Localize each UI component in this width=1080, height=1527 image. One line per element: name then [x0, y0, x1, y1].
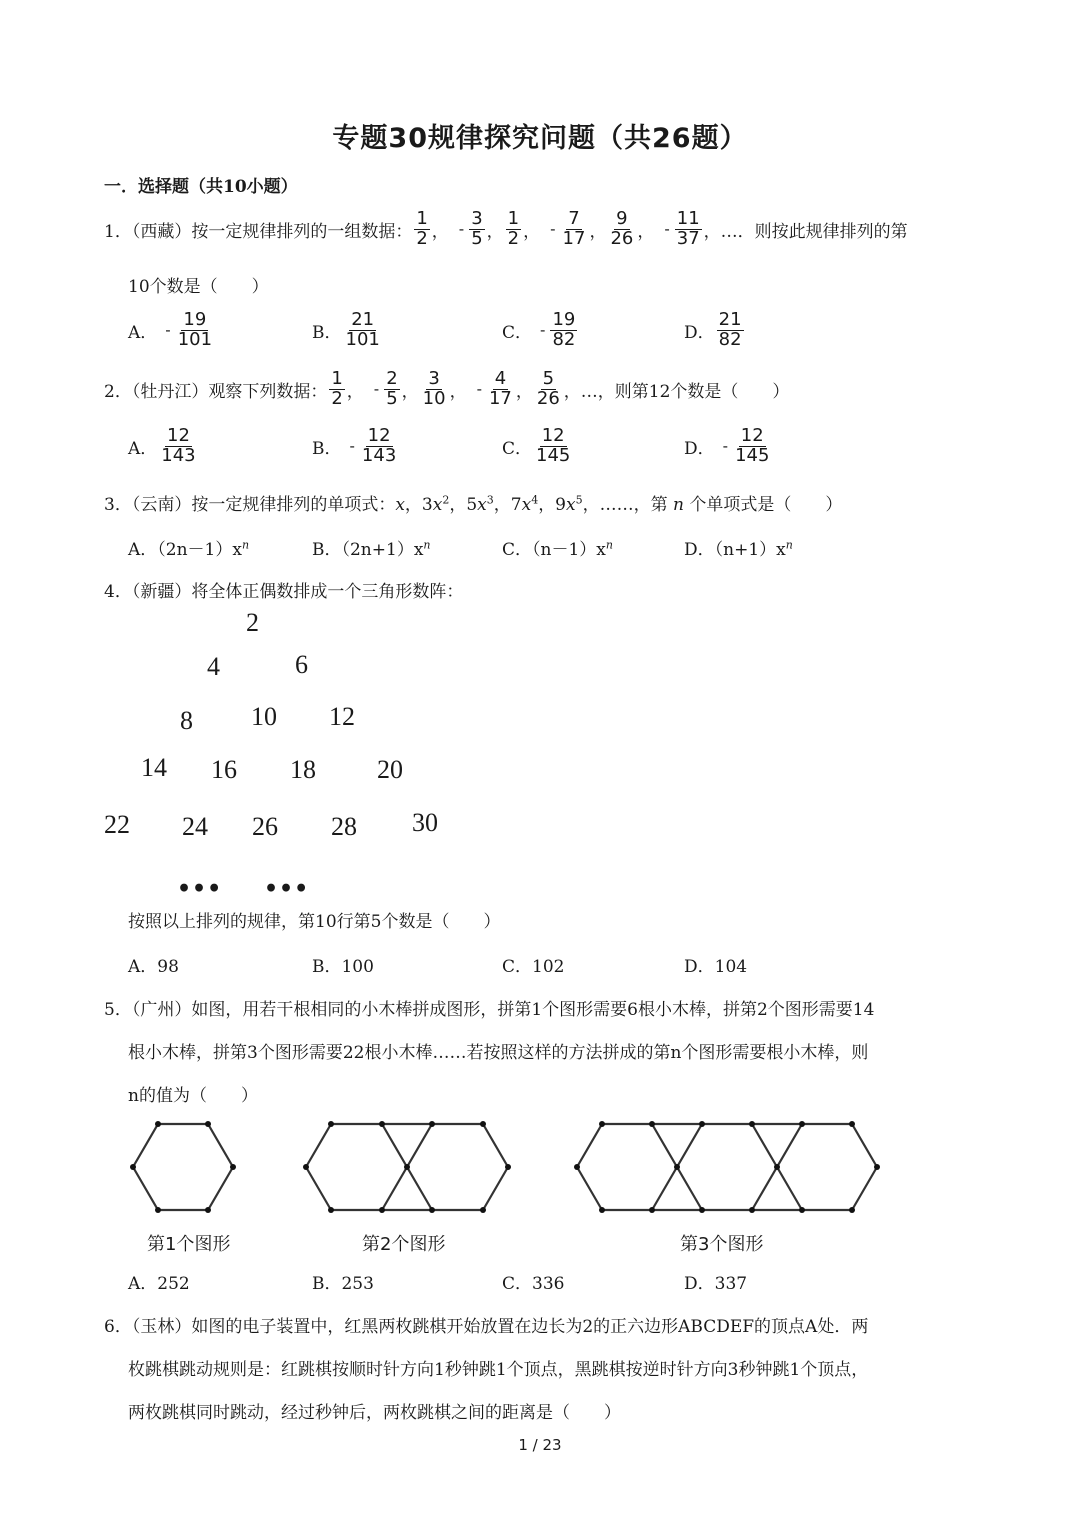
- option-b: [312, 427, 400, 466]
- numerator: 19: [183, 309, 207, 330]
- option-label: C．: [502, 438, 533, 459]
- question-3-option-a: A．$(2n-1)x^n$: [128, 538, 250, 560]
- minus-sign: -: [476, 380, 482, 399]
- fraction: [469, 210, 484, 249]
- option-value: [342, 425, 401, 466]
- denominator: 17: [562, 227, 586, 249]
- minus-sign: -: [458, 220, 465, 239]
- option-label: D．: [684, 438, 715, 459]
- denominator: 101: [177, 328, 213, 350]
- numerator: 3: [428, 368, 440, 389]
- option-label: B．: [312, 322, 342, 343]
- question-3-line-1: [104, 490, 842, 515]
- triangle-number: 16: [211, 755, 237, 784]
- numerator: 9: [616, 208, 628, 229]
- question-3-prefix: 3．（云南）按一定规律排列的单项式：: [104, 495, 396, 515]
- numerator: 12: [740, 425, 764, 446]
- ellipsis-dots: •••: [264, 876, 310, 902]
- triangle-number: 14: [141, 753, 167, 782]
- numerator: 12: [167, 425, 190, 446]
- comma: ，: [515, 381, 533, 402]
- option-b: [312, 311, 384, 350]
- triangle-number: 22: [104, 810, 130, 839]
- sequence-term: [412, 208, 431, 249]
- sequence-term: [533, 368, 564, 409]
- sequence-term: [364, 368, 402, 409]
- question-1-line-2: 10个数是（ ）: [128, 277, 269, 297]
- numerator: 1: [507, 208, 520, 229]
- sequence-term: [504, 208, 523, 249]
- option-value: [157, 309, 216, 350]
- fraction: [329, 370, 344, 409]
- question-2-suffix: ，…，则第12个数是（ ）: [563, 381, 790, 402]
- fraction: [550, 311, 577, 350]
- option-a: [128, 427, 200, 466]
- question-2-terms: [327, 368, 563, 409]
- fraction: [534, 427, 572, 466]
- question-5-option-b: B．253: [312, 1274, 374, 1294]
- minus-sign: -: [664, 220, 670, 239]
- question-1-prefix: 1．（西藏）按一定规律排列的一组数据：: [104, 221, 413, 242]
- denominator: 2: [507, 227, 520, 249]
- question-4-line-1: 4．（新疆）将全体正偶数排成一个三角形数阵：: [104, 582, 464, 602]
- option-a: [128, 311, 216, 350]
- denominator: 82: [718, 328, 742, 350]
- denominator: 2: [331, 387, 343, 409]
- denominator: 143: [161, 444, 196, 466]
- question-1-terms: [412, 208, 703, 249]
- minus-sign: -: [165, 321, 171, 340]
- sequence-term: [327, 368, 346, 409]
- triangle-number: 4: [207, 652, 220, 681]
- fraction: [535, 370, 562, 409]
- numerator: 12: [367, 425, 391, 446]
- denominator: 37: [676, 227, 700, 249]
- triangle-number: 24: [182, 812, 208, 841]
- sequence-term: [467, 368, 516, 409]
- numerator: 5: [542, 368, 555, 389]
- minus-sign: -: [373, 380, 380, 399]
- question-5-line-3: n的值为（ ）: [128, 1086, 258, 1106]
- denominator: 26: [610, 227, 634, 249]
- denominator: 82: [552, 328, 576, 350]
- stick-joints: [130, 1121, 880, 1213]
- triangle-number: 28: [331, 812, 357, 841]
- option-value: [157, 425, 199, 466]
- fraction: [487, 370, 514, 409]
- comma: ，: [431, 221, 449, 242]
- numerator: 7: [568, 208, 580, 229]
- option-d: [684, 427, 773, 466]
- question-3-sequence: x，$3x^2$，$5x^3$，$7x^4$，$9x^5$: [395, 493, 583, 515]
- fraction: [675, 210, 702, 249]
- option-label: C．: [502, 322, 533, 343]
- numerator: 1: [331, 368, 343, 389]
- option-value: [715, 309, 746, 350]
- fraction: [608, 210, 635, 249]
- question-3-n: n: [673, 495, 684, 515]
- denominator: 145: [735, 444, 770, 466]
- option-value: [532, 425, 574, 466]
- question-4-option-c: C．102: [502, 957, 565, 977]
- sequence-term: [654, 208, 703, 249]
- comma: ，: [346, 381, 364, 402]
- minus-sign: -: [550, 220, 556, 239]
- page-number: 1 / 23: [518, 1436, 562, 1454]
- triangle-number: 30: [412, 808, 438, 837]
- question-5-option-c: C．336: [502, 1274, 565, 1294]
- question-4-option-a: A．98: [128, 957, 179, 977]
- denominator: 101: [345, 328, 380, 350]
- section-heading: 一．选择题（共10小题）: [104, 177, 298, 197]
- figure-2-caption: 第2个图形: [362, 1234, 446, 1255]
- numerator: 21: [718, 309, 742, 330]
- figure-3-caption: 第3个图形: [680, 1234, 764, 1255]
- triangle-number: 8: [180, 706, 193, 735]
- fraction: [384, 370, 399, 409]
- option-value: [715, 425, 774, 466]
- comma: ，: [401, 381, 419, 402]
- option-label: A．: [128, 438, 158, 459]
- comma: ，: [589, 221, 607, 242]
- comma: ，: [486, 221, 504, 242]
- question-5-option-a: A．252: [128, 1274, 190, 1294]
- question-6-line-2: 枚跳棋跳动规则是：红跳棋按顺时针方向1秒钟跳1个顶点，黑跳棋按逆时针方向3秒钟跳1个顶点，: [128, 1360, 869, 1380]
- question-2-line-1: [104, 370, 789, 409]
- question-3-option-b: B．$(2n+1)x^n$: [312, 538, 431, 560]
- question-5-option-d: D．337: [684, 1274, 748, 1294]
- option-c: [502, 427, 574, 466]
- triangle-number: 10: [251, 702, 277, 731]
- fraction: [344, 311, 382, 350]
- ellipsis-dots: •••: [177, 876, 223, 902]
- fraction: [159, 427, 197, 466]
- question-4-prompt: 按照以上排列的规律，第10行第5个数是（ ）: [128, 912, 501, 932]
- fraction: [733, 427, 771, 466]
- minus-sign: -: [540, 321, 546, 340]
- question-3-seq-tail: ，……，第: [582, 495, 668, 515]
- question-5-line-2: 根小木棒，拼第3个图形需要22根小木棒……若按照这样的方法拼成的第n个图形需要根小木棒，则: [128, 1043, 869, 1063]
- numerator: 3: [471, 208, 483, 229]
- fraction: [506, 210, 521, 249]
- fraction: [421, 370, 448, 409]
- triangle-number: 6: [295, 650, 308, 679]
- question-3-suffix: 个单项式是（ ）: [689, 495, 843, 515]
- numerator: 19: [552, 309, 576, 330]
- fraction: [176, 311, 214, 350]
- option-label: B．: [312, 438, 342, 459]
- fraction: [360, 427, 398, 466]
- option-value: [342, 309, 384, 350]
- denominator: 10: [422, 387, 446, 409]
- sequence-term: [419, 368, 450, 409]
- comma: ，: [637, 221, 655, 242]
- option-label: D．: [684, 322, 715, 343]
- figure-1-caption: 第1个图形: [147, 1234, 231, 1255]
- fraction: [561, 210, 588, 249]
- question-5-line-1: 5．（广州）如图，用若干根相同的小木棒拼成图形，拼第1个图形需要6根小木棒，拼第2个图形需要14: [104, 1000, 875, 1020]
- triangle-number: 20: [377, 755, 403, 784]
- figure-1-sticks: [133, 1124, 233, 1210]
- numerator: 21: [351, 309, 375, 330]
- question-4-option-d: D．104: [684, 957, 748, 977]
- figure-3-sticks: [577, 1124, 877, 1210]
- page-title: 专题30规律探究问题（共26题）: [332, 123, 748, 154]
- triangle-number: 26: [252, 812, 278, 841]
- question-3-option-c: C．$(n-1)x^n$: [502, 538, 613, 560]
- comma: ，: [449, 381, 467, 402]
- denominator: 26: [536, 387, 560, 409]
- question-2-prefix: 2．（牡丹江）观察下列数据：: [104, 381, 328, 402]
- numerator: 11: [676, 208, 700, 229]
- denominator: 17: [488, 387, 512, 409]
- triangle-number: 12: [329, 702, 355, 731]
- numerator: 1: [416, 208, 428, 229]
- denominator: 143: [361, 444, 397, 466]
- hexagon-stick-figures: [0, 1110, 1080, 1220]
- option-label: A．: [128, 322, 158, 343]
- triangle-number: 18: [290, 755, 316, 784]
- comma: ，: [523, 221, 541, 242]
- question-6-line-1: 6．（玉林）如图的电子装置中，红黑两枚跳棋开始放置在边长为2的正六边形ABCDEF的顶点A处．两: [104, 1317, 869, 1337]
- denominator: 145: [536, 444, 571, 466]
- numerator: 2: [386, 368, 398, 389]
- fraction: [414, 210, 429, 249]
- numerator: 4: [494, 368, 507, 389]
- denominator: 2: [416, 227, 428, 249]
- question-4-option-b: B．100: [312, 957, 374, 977]
- question-3-option-d: D．$(n+1)x^n$: [684, 538, 793, 560]
- denominator: 5: [471, 227, 483, 249]
- fraction: [717, 311, 744, 350]
- sequence-term: [540, 208, 589, 249]
- denominator: 5: [386, 387, 398, 409]
- numerator: 12: [541, 425, 565, 446]
- question-1-suffix: ，…．则按此规律排列的第: [703, 221, 908, 242]
- minus-sign: -: [722, 437, 729, 456]
- triangle-number: 2: [246, 608, 259, 637]
- sequence-term: [606, 208, 637, 249]
- question-1-line-1: [104, 210, 908, 249]
- option-c: [502, 311, 579, 350]
- question-6-line-3: 两枚跳棋同时跳动，经过秒钟后，两枚跳棋之间的距离是（ ）: [128, 1403, 621, 1423]
- option-value: [532, 309, 579, 350]
- sequence-term: [449, 208, 487, 249]
- minus-sign: -: [349, 437, 355, 456]
- option-d: [684, 311, 746, 350]
